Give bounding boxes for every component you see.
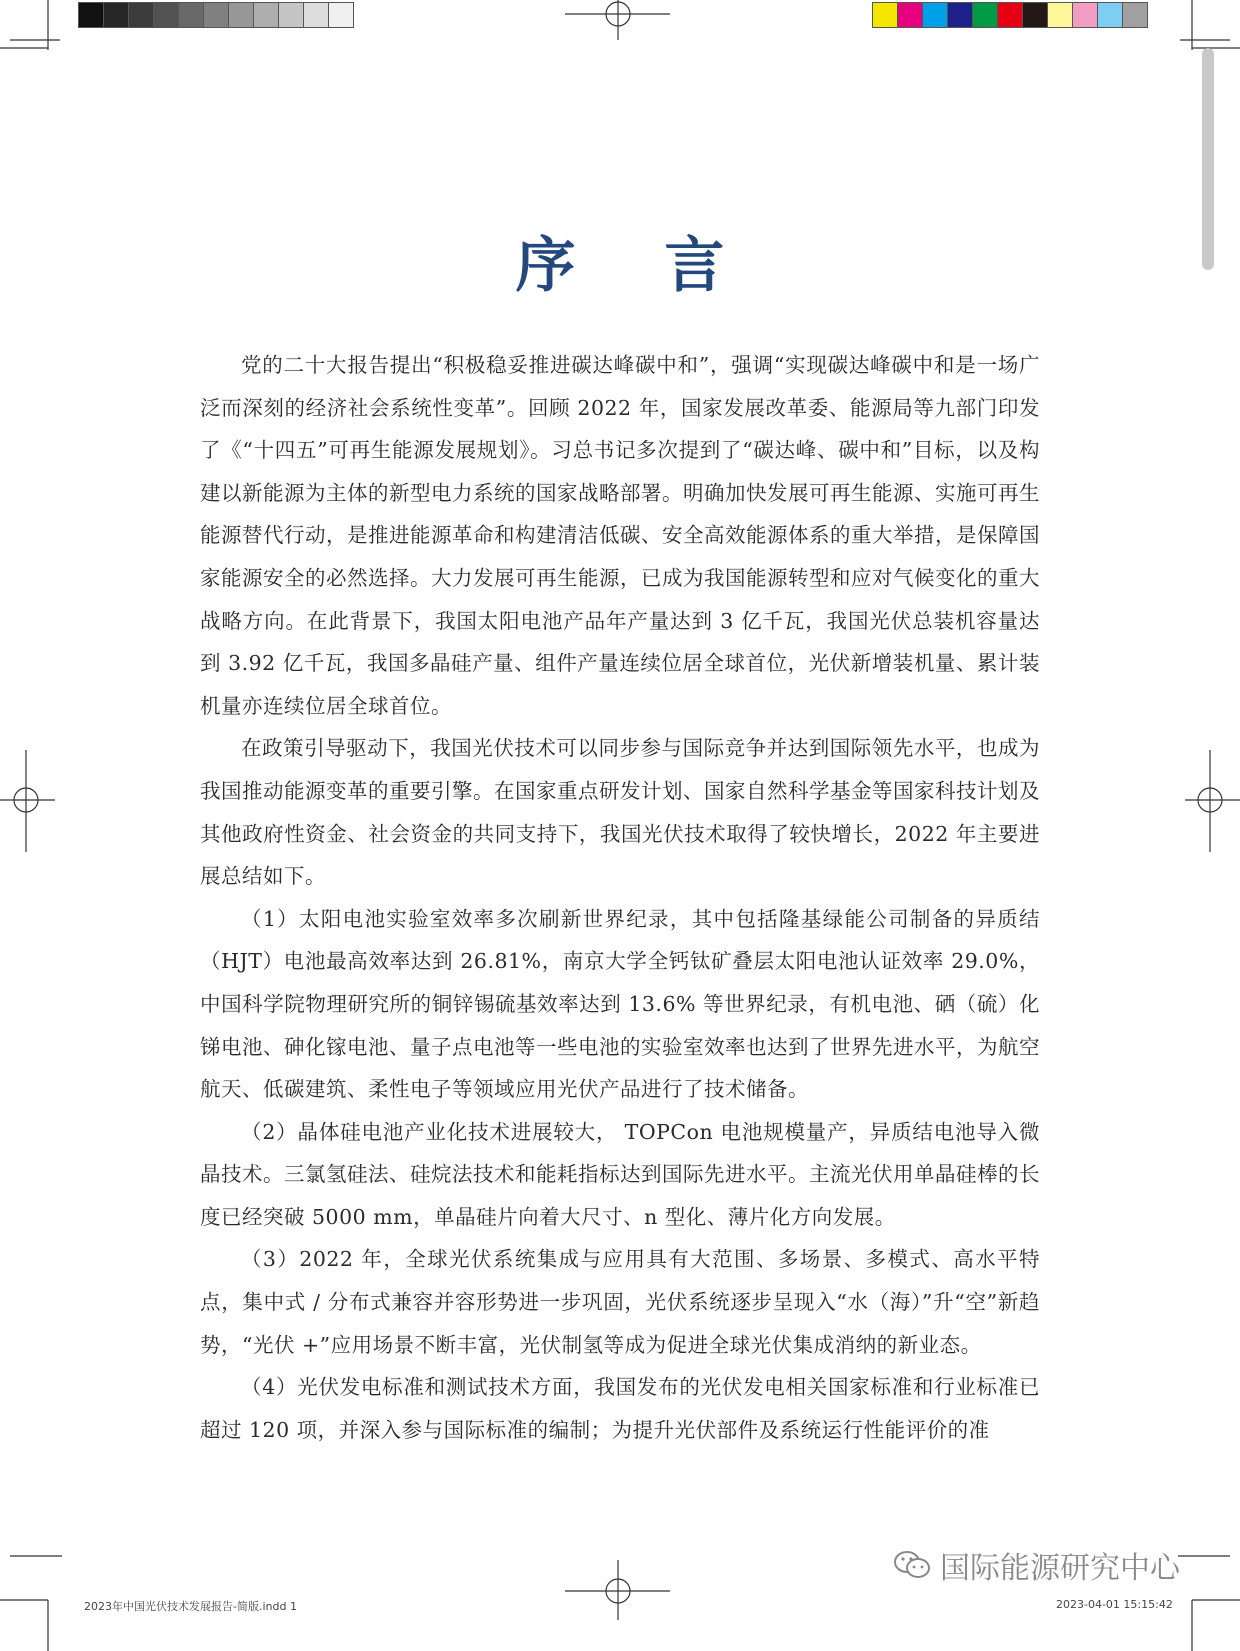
color-swatch — [1047, 2, 1073, 28]
gray-swatch — [228, 2, 254, 28]
watermark-text: 国际能源研究中心 — [940, 1551, 1180, 1586]
paragraph: （4）光伏发电标准和测试技术方面，我国发布的光伏发电相关国家标准和行业标准已超过 120 项，并深入参与国际标准的编制；为提升光伏部件及系统运行性能评价的准 — [200, 1375, 1040, 1442]
process-color-bar — [872, 2, 1147, 28]
gray-swatch — [203, 2, 229, 28]
color-swatch — [1122, 2, 1148, 28]
color-swatch — [1097, 2, 1123, 28]
preface-body — [200, 344, 1040, 1451]
paragraph: 党的二十大报告提出“积极稳妥推进碳达峰碳中和”，强调“实现碳达峰碳中和是一场广泛而深刻的经济社会系统性变革”。回顾 2022 年，国家发展改革委、能源局等九部门印发了《“十四五”可再生能源发展规划》。习总书记多次提到了“碳达峰、碳中和”目标，以及构建以新能源为主体的新型电力系统的国家战略部署。明确加快发展可再生能源、实施可再生能源替代行动，是推进能源革命和构建清洁低碳、安全高效能源体系的重大举措，是保障国家能源安全的必然选择。大力发展可再生能源，已成为我国能源转型和应对气候变化的重大战略方向。在此背景下，我国太阳电池产品年产量达到 3 亿千瓦，我国光伏总装机容量达到 3.92 亿千瓦，我国多晶硅产量、组件产量连续位居全球首位，光伏新增装机量、累计装机量亦连续位居全球首位。 — [200, 353, 1040, 718]
color-swatch — [897, 2, 923, 28]
paragraph: （3）2022 年，全球光伏系统集成与应用具有大范围、多场景、多模式、高水平特点，集中式 / 分布式兼容并容形势进一步巩固，光伏系统逐步呈现入“水（海）”升“空”新趋势，“光伏 +”应用场景不断丰富，光伏制氢等成为促进全球光伏集成消纳的新业态。 — [200, 1247, 1040, 1357]
color-swatch — [922, 2, 948, 28]
grayscale-color-bar — [78, 2, 353, 28]
paragraph: （1）太阳电池实验室效率多次刷新世界纪录，其中包括隆基绿能公司制备的异质结（HJT）电池最高效率达到 26.81%，南京大学全钙钛矿叠层太阳电池认证效率 29.0%，中国科学院物理研究所的铜锌锡硫基效率达到 13.6% 等世界纪录，有机电池、硒（硫）化锑电池、砷化镓电池、量子点电池等一些电池的实验室效率也达到了世界先进水平，为航空航天、低碳建筑、柔性电子等领域应用光伏产品进行了技术储备。 — [200, 906, 1040, 1102]
gray-swatch — [328, 2, 354, 28]
color-swatch — [872, 2, 898, 28]
gray-swatch — [153, 2, 179, 28]
watermark — [892, 1543, 1180, 1587]
gray-swatch — [178, 2, 204, 28]
page-title: 序 言 — [515, 231, 759, 302]
color-swatch — [997, 2, 1023, 28]
gray-swatch — [253, 2, 279, 28]
wechat-icon — [892, 1549, 932, 1581]
gray-swatch — [128, 2, 154, 28]
color-swatch — [947, 2, 973, 28]
paragraph: （2）晶体硅电池产业化技术进展较大， TOPCon 电池规模量产，异质结电池导入微晶技术。三氯氢硅法、硅烷法技术和能耗指标达到国际先进水平。主流光伏用单晶硅棒的长度已经突破 5000 mm，单晶硅片向着大尺寸、n 型化、薄片化方向发展。 — [200, 1119, 1040, 1229]
paragraph: 在政策引导驱动下，我国光伏技术可以同步参与国际竞争并达到国际领先水平，也成为我国推动能源变革的重要引擎。在国家重点研发计划、国家自然科学基金等国家科技计划及其他政府性资金、社会资金的共同支持下，我国光伏技术取得了较快增长，2022 年主要进展总结如下。 — [200, 736, 1040, 889]
footer-timestamp: 2023-04-01 15:15:42 — [1056, 1598, 1173, 1611]
gray-swatch — [278, 2, 304, 28]
gray-swatch — [303, 2, 329, 28]
gray-swatch — [78, 2, 104, 28]
color-swatch — [972, 2, 998, 28]
color-swatch — [1022, 2, 1048, 28]
gray-swatch — [103, 2, 129, 28]
footer-file-name: 2023年中国光伏技术发展报告-简版.indd 1 — [84, 1600, 297, 1613]
color-swatch — [1072, 2, 1098, 28]
